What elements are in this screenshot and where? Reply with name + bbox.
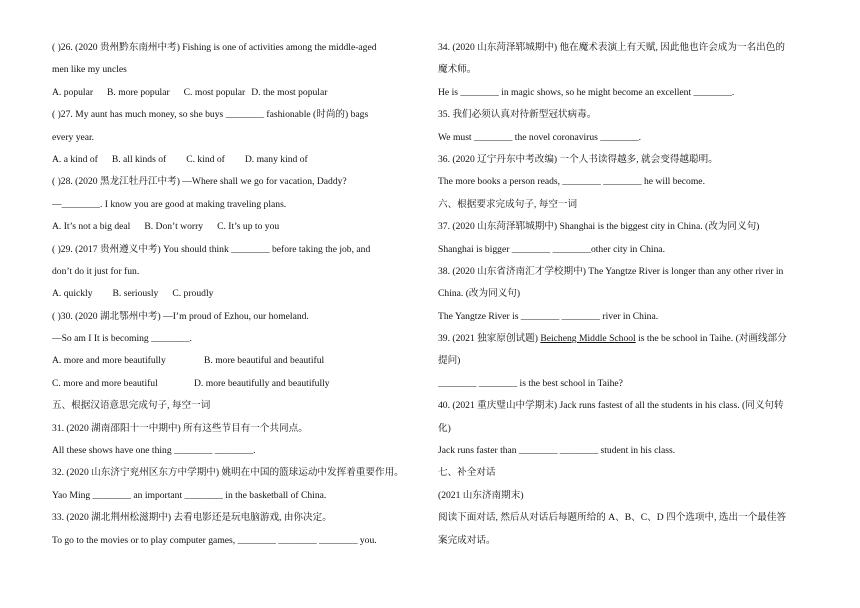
q34-stem: 34. (2020 山东菏泽郓城期中) 他在魔术表演上有天赋, 因此他也许会成为一名出色的 — [438, 42, 785, 53]
q26-option-c: C. most popular — [183, 86, 246, 98]
section-5-heading: 五、根据汉语意思完成句子, 每空一词 — [52, 400, 211, 412]
q30-options-ab — [52, 350, 442, 372]
q30-stem-cont: —So am I It is becoming ________. — [52, 333, 192, 345]
q35-stem: 35. 我们必须认真对待新型冠状病毒。 — [438, 109, 597, 121]
dialogue-instructions-cont: 案完成对话。 — [438, 534, 496, 546]
right-column — [438, 37, 822, 552]
q30-option-c: C. more and more beautiful — [52, 377, 158, 389]
q36-stem: 36. (2020 辽宁丹东中考改编) 一个人书读得越多, 就会变得越聪明。 — [438, 153, 718, 165]
q34-answer-line: He is ________ in magic shows, so he might become an excellent ________. — [438, 86, 735, 98]
q30-stem: ( )30. (2020 湖北鄂州中考) —I’m proud of Ezhou, our homeland. — [52, 310, 309, 322]
dialogue-source: (2021 山东济南期末) — [438, 489, 524, 501]
q35-answer-line: We must ________ the novel coronavirus ________. — [438, 131, 642, 143]
q26-option-a: A. popular — [52, 86, 94, 98]
q30-option-b: B. more beautiful and beautiful — [204, 355, 325, 367]
q37-stem: 37. (2020 山东菏泽郓城期中) Shanghai is the biggest city in China. (改为同义句) — [438, 221, 760, 233]
q26-options — [52, 82, 442, 104]
q26-option-d: D. the most popular — [251, 86, 328, 98]
q31-stem: 31. (2020 湖南邵阳十一中期中) 所有这些节目有一个共同点。 — [52, 422, 308, 434]
q27-options — [52, 149, 442, 171]
q30-options-cd — [52, 373, 442, 395]
q28-options — [52, 216, 442, 238]
q39-stem — [438, 328, 822, 350]
q28-option-b: B. Don’t worry — [144, 221, 204, 233]
q32-stem: 32. (2020 山东济宁兖州区东方中学期中) 姚明在中国的篮球运动中发挥着重要作用。 — [52, 467, 404, 479]
q40-answer-line: Jack runs faster than ________ ________ student in his class. — [438, 445, 676, 457]
q37-answer-line: Shanghai is bigger ________ ________other city in China. — [438, 243, 666, 255]
section-6-heading: 六、根据要求完成句子, 每空一词 — [438, 198, 578, 210]
q34-stem-cont: 魔术师。 — [438, 64, 477, 76]
q30-option-a: A. more and more beautifully — [52, 355, 166, 367]
q27-option-b: B. all kinds of — [111, 153, 167, 165]
left-column — [52, 37, 442, 552]
q36-answer-line: The more books a person reads, ________ ________ he will become. — [438, 176, 705, 188]
q40-stem-cont: 化) — [438, 422, 451, 434]
q38-answer-line: The Yangtze River is ________ ________ river in China. — [438, 310, 659, 322]
q39-underlined-phrase: Beicheng Middle School — [540, 333, 636, 345]
q27-stem-cont: every year. — [52, 131, 95, 143]
q26-stem: ( )26. (2020 贵州黔东南州中考) Fishing is one of activities among the middle-aged — [52, 42, 377, 53]
q26-option-b: B. more popular — [107, 86, 170, 98]
q38-stem: 38. (2020 山东省济南汇才学校期中) The Yangtze River is longer than any other river in — [438, 265, 784, 277]
q28-option-a: A. It’s not a big deal — [52, 221, 131, 233]
q29-option-c: C. proudly — [172, 288, 214, 300]
q27-stem: ( )27. My aunt has much money, so she buys ________ fashionable (时尚的) bags — [52, 109, 369, 121]
q28-stem: ( )28. (2020 黑龙江牡丹江中考) —Where shall we go for vacation, Daddy? — [52, 176, 347, 188]
q38-stem-cont: China. (改为同义句) — [438, 288, 521, 300]
q27-option-c: C. kind of — [186, 153, 225, 165]
q33-answer-line: To go to the movies or to play computer games, ________ ________ ________ you. — [52, 534, 377, 546]
q29-options — [52, 283, 442, 305]
q26-stem-cont: men like my uncles — [52, 64, 127, 76]
q40-stem: 40. (2021 重庆璧山中学期末) Jack runs fastest of all the students in his class. (同义句转 — [438, 400, 784, 412]
q32-answer-line: Yao Ming ________ an important ________ in the basketball of China. — [52, 489, 327, 501]
q39-prefix: 39. (2021 独家原创试题) — [438, 333, 541, 345]
q39-stem-cont: 提问) — [438, 355, 461, 367]
q28-option-c: C. It’s up to you — [217, 221, 280, 233]
q29-option-b: B. seriously — [112, 288, 159, 300]
q39-answer-line: ________ ________ is the best school in Taihe? — [438, 377, 623, 389]
q29-stem-cont: don’t do it just for fun. — [52, 265, 140, 277]
section-7-heading: 七、补全对话 — [438, 467, 496, 479]
q31-answer-line: All these shows have one thing ________ ________. — [52, 445, 256, 457]
q28-stem-cont: —________. I know you are good at making traveling plans. — [52, 198, 287, 210]
dialogue-instructions: 阅读下面对话, 然后从对话后每题所给的 A、B、C、D 四个选项中, 选出一个最佳答 — [438, 512, 787, 524]
q39-suffix: is the be school in Taihe. (对画线部分 — [635, 333, 787, 345]
q33-stem: 33. (2020 湖北荆州松滋期中) 去看电影还是玩电脑游戏, 由你决定。 — [52, 512, 332, 524]
q29-option-a: A. quickly — [52, 288, 93, 300]
q29-stem: ( )29. (2017 贵州遵义中考) You should think ________ before taking the job, and — [52, 243, 371, 255]
q27-option-a: A. a kind of — [52, 153, 98, 165]
q30-option-d: D. more beautifully and beautifully — [194, 377, 330, 389]
q27-option-d: D. many kind of — [244, 153, 308, 165]
